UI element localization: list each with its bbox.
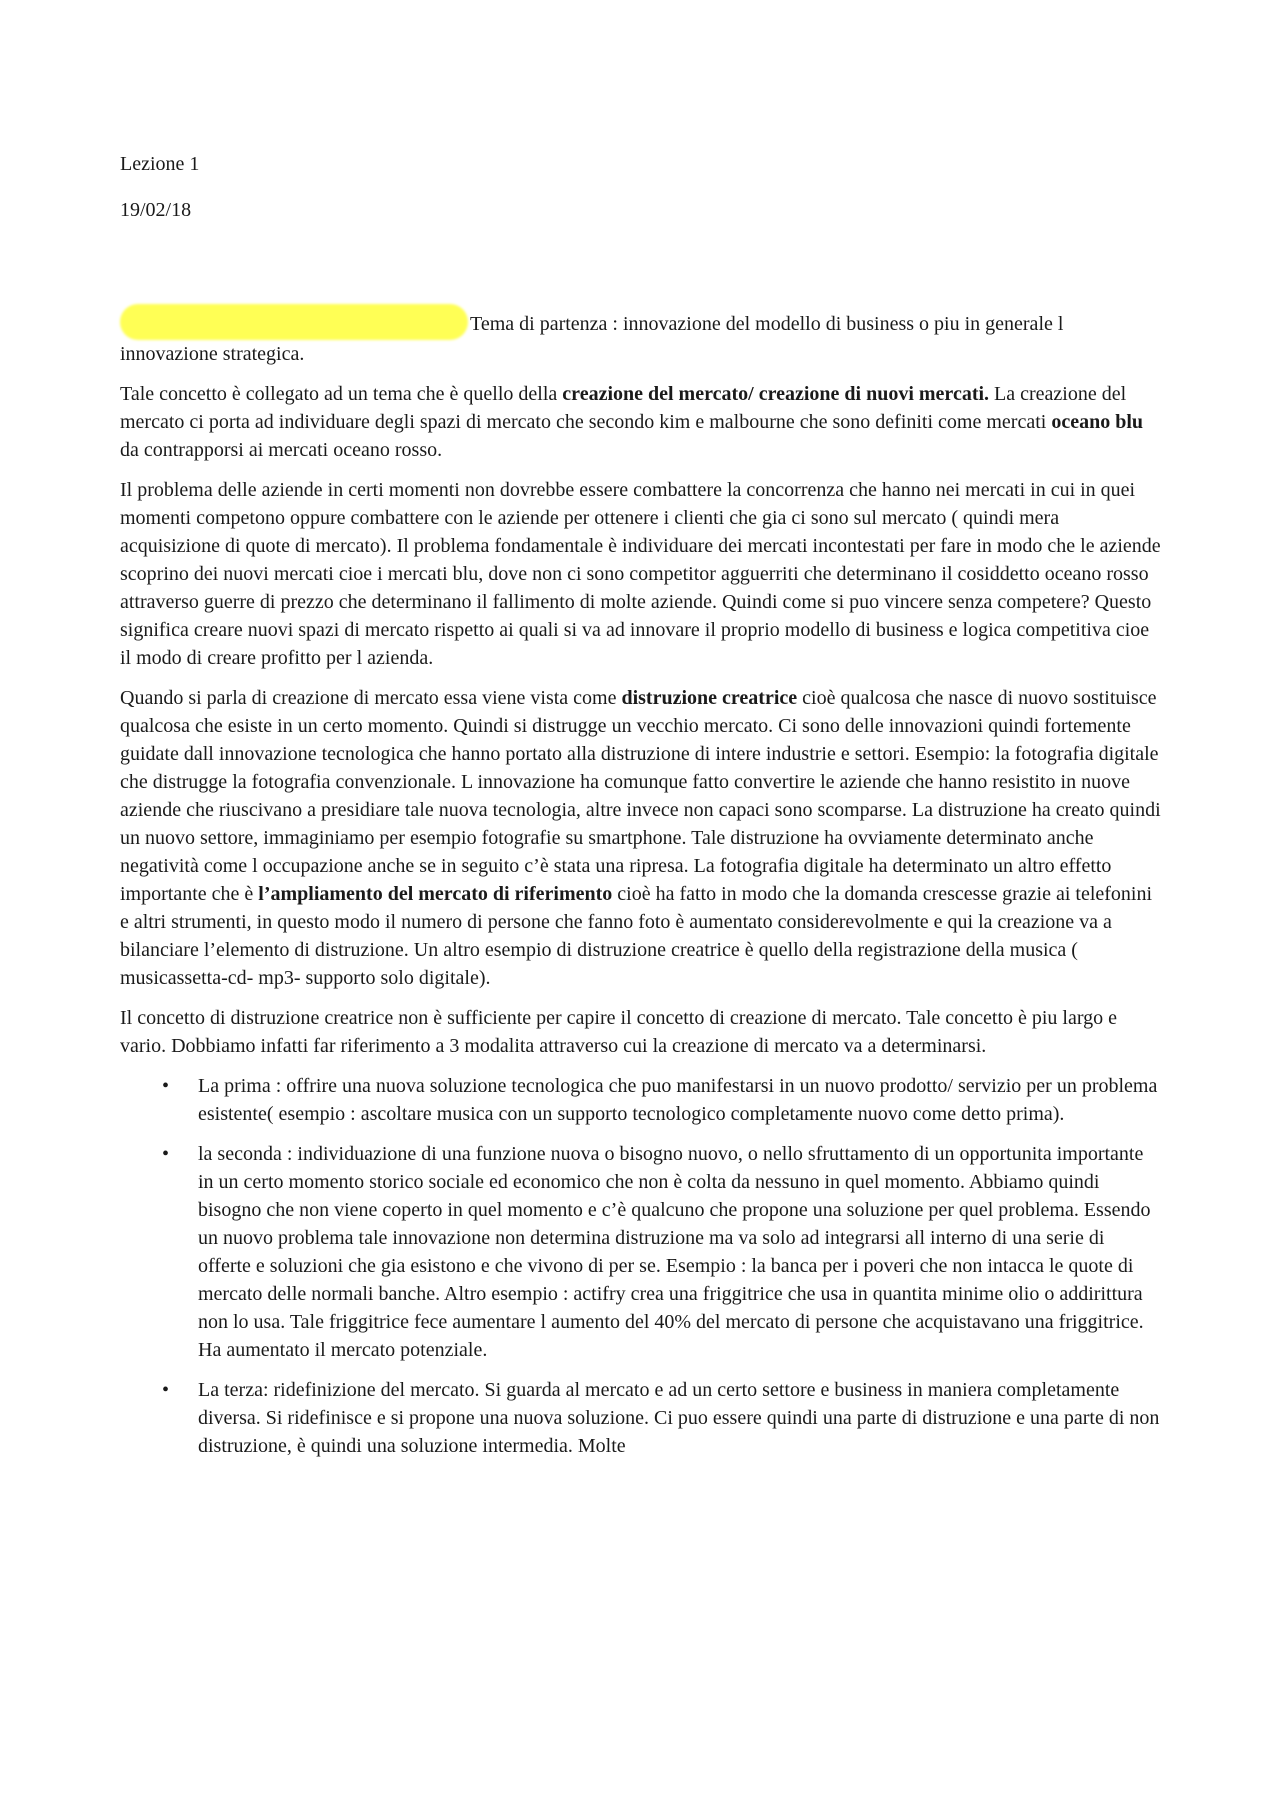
spacer [120,242,1162,304]
paragraph-text: Il problema delle aziende in certi momenti non dovrebbe essere combattere la concorrenza che hanno nei mercati in cui in quei momenti competono oppure combattere con le aziende per ottenere i clienti che gia ci sono sul mercato ( quindi mera acquisizione di quote di mercato). Il problema fondamentale è individuare dei mercati incontestati per fare in modo che le aziende scoprino dei nuovi mercati cioe i mercati blu, dove non ci sono competitor agguerriti che determinano il cosiddetto oceano rosso attraverso guerre di prezzo che determinano il fallimento di molte aziende. Quindi come si puo vincere senza competere? Questo significa creare nuovi spazi di mercato rispetto ai quali si va ad innovare il proprio modello di business e logica competitiva cioe il modo di creare profitto per l azienda. [120,479,1161,669]
bullet-list [120,1072,1162,1460]
paragraph-text: Quando si parla di creazione di mercato essa viene vista come [120,687,622,709]
document-page [120,150,1162,1472]
paragraph-three-modes [120,1004,1162,1060]
list-item [120,1140,1162,1364]
paragraph-text: cioè qualcosa che nasce di nuovo sostituisce qualcosa che esiste in un certo momento. Quindi si distrugge un vecchio mercato. Ci sono delle innovazioni quindi fortemente guidate dall innovazione tecnologica che hanno portato alla distruzione di intere industrie e settori. Esempio: la fotografia digitale che distrugge la fotografia convenzionale. L innovazione ha comunque fatto convertire le aziende che hanno resistito in nuove aziende che riuscivano a presidiare tale nuova tecnologia, altre invece non capaci sono scomparse. La distruzione ha creato quindi un nuovo settore, immaginiamo per esempio fotografie su smartphone. Tale distruzione ha ovviamente determinato anche negatività come l occupazione anche se in seguito c’è stata una ripresa. La fotografia digitale ha determinato un altro effetto importante che è [120,687,1161,905]
paragraph-creative-destruction [120,684,1162,992]
bold-term-market-creation: creazione del mercato/ creazione di nuovi mercati. [562,383,990,405]
bold-term-creative-destruction: distruzione creatrice [621,687,798,709]
bullet-icon: • [162,1075,170,1097]
paragraph-market-creation [120,380,1162,464]
lesson-title: Lezione 1 [120,153,200,175]
list-item-text: la seconda : individuazione di una funzione nuova o bisogno nuovo, o nello sfruttamento di un opportunita importante in un certo momento storico sociale ed economico che non è colta da nessuno in quel momento. Abbiamo quindi bisogno che non viene coperto in quel momento e c’è qualcuno che propone una soluzione per quel problema. Essendo un nuovo problema tale innovazione non determina distruzione ma va solo ad integrarsi all interno di una serie di offerte e soluzioni che gia esistono e che vivono di per se. Esempio : la banca per i poveri che non intacca le quote di mercato delle normali banche. Altro esempio : actifry crea una friggitrice che usa in quantita minime olio o addirittura non lo usa. Tale friggitrice fece aumentare l aumento del 40% del mercato di persone che acquistavano una friggitrice. Ha aumentato il mercato potenziale. [198,1143,1151,1361]
list-item [120,1376,1162,1460]
paragraph-text: Tale concetto è collegato ad un tema che è quello della [120,383,563,405]
bullet-icon: • [162,1143,170,1165]
paragraph-intro [120,304,1162,368]
bold-term-blue-ocean: oceano blu [1051,411,1144,433]
paragraph-text: La creazione del mercato ci porta ad individuare degli spazi di mercato che secondo kim e malbourne che sono definiti come mercati [120,383,1127,433]
lesson-date: 19/02/18 [120,199,192,221]
yellow-highlight-mark [120,304,468,340]
bold-term-market-expansion: l’ampliamento del mercato di riferimento [258,883,613,905]
paragraph-text: Tema di partenza : innovazione del modello di business o piu in generale l innovazione strategica. [120,313,1064,365]
list-item [120,1072,1162,1128]
paragraph-text: Il concetto di distruzione creatrice non è sufficiente per capire il concetto di creazione di mercato. Tale concetto è piu largo e vario. Dobbiamo infatti far riferimento a 3 modalita attraverso cui la creazione di mercato va a determinarsi. [120,1007,1118,1057]
list-item-text: La terza: ridefinizione del mercato. Si guarda al mercato e ad un certo settore e business in maniera completamente diversa. Si ridefinisce e si propone una nuova soluzione. Ci puo essere quindi una parte di distruzione e una parte di non distruzione, è quindi una soluzione intermedia. Molte [198,1379,1160,1457]
paragraph-problem [120,476,1162,672]
list-item-text: La prima : offrire una nuova soluzione tecnologica che puo manifestarsi in un nuovo prodotto/ servizio per un problema esistente( esempio : ascoltare musica con un supporto tecnologico completamente nuovo come detto prima). [198,1075,1158,1125]
bullet-icon: • [162,1379,170,1401]
paragraph-text: da contrapporsi ai mercati oceano rosso. [120,439,443,461]
paragraph-text: cioè ha fatto in modo che la domanda crescesse grazie ai telefonini e altri strumenti, in questo modo il numero di persone che fanno foto è aumentato considerevolmente e qui la creazione va a bilanciare l’elemento di distruzione. Un altro esempio di distruzione creatrice è quello della registrazione della musica ( musicassetta-cd- mp3- supporto solo digitale). [120,883,1153,989]
